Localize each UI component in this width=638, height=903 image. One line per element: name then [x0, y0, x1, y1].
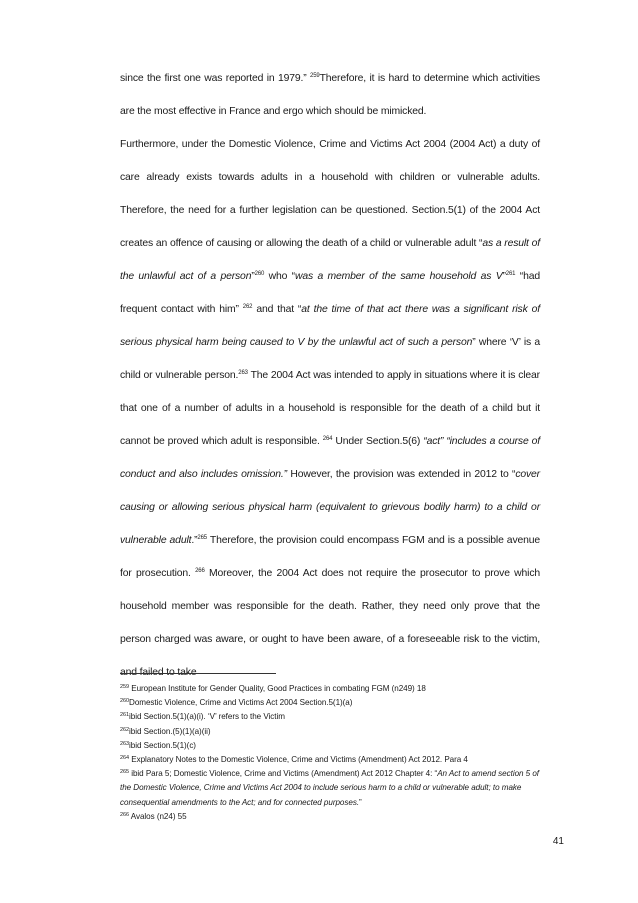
text-run: Domestic Violence, Crime and Victims Act 2004 Section.5(1)(a): [129, 698, 353, 708]
page-number: 41: [552, 836, 564, 847]
footnote-ref: 261: [120, 712, 130, 719]
text-run: and that “: [252, 304, 302, 315]
footnote-259: [120, 682, 540, 696]
text-run: ” where ‘V’ is a child or vulnerable person.: [120, 337, 540, 381]
text-run: ibid Section.5(1)(a)(i). ‘V’ refers to the Victim: [129, 712, 285, 722]
text-run: ”: [359, 797, 362, 807]
footnote-265: [120, 767, 540, 810]
body-text: [120, 62, 540, 689]
footnote-ref: 261: [505, 271, 516, 277]
footnote-ref: 263: [120, 740, 130, 747]
footnote-ref: 259: [310, 73, 320, 79]
text-run: ”: [251, 271, 255, 282]
text-run: .”: [191, 535, 198, 546]
italic-run: at the time of that act there was a significant risk of serious physical harm being caused to V by the unlawful act of such a person: [120, 304, 541, 348]
footnote-ref: 260: [254, 271, 265, 277]
text-run: However, the provision was extended in 2012 to “: [286, 469, 516, 480]
paragraph-1: [120, 62, 540, 128]
footnote-261: [120, 710, 540, 724]
text-run: ibid Section.(5)(1)(a)(ii): [129, 726, 211, 736]
footnote-ref: 259: [120, 684, 130, 690]
footnote-266: [120, 810, 540, 824]
paragraph-2: [120, 128, 540, 689]
text-run: European Institute for Gender Quality, Good Practices in combating FGM (n249) 18: [129, 684, 426, 693]
italic-run: as a result of the unlawful act of a person: [120, 238, 540, 282]
footnote-ref: 266: [195, 568, 205, 574]
footnote-ref: 262: [242, 304, 253, 310]
footnote-ref: 265: [120, 769, 130, 776]
text-run: since the first one was reported in 1979.”: [120, 73, 311, 84]
italic-run: An Act to amend section 5 of the Domestic Violence, Crime and Victims Act 2004 to include serious harm to a child or vulnerable adult; to make consequential amendments to the Act; and for connected purposes.: [120, 769, 539, 807]
footnote-262: [120, 725, 540, 739]
text-run: Avalos (n24) 55: [129, 811, 187, 821]
footnote-264: [120, 753, 540, 767]
text-run: Under Section.5(6): [332, 436, 424, 447]
text-run: “had frequent contact with him”: [120, 271, 540, 315]
italic-run: was a member of the same household as V: [294, 271, 503, 282]
text-run: who “: [264, 271, 295, 282]
footnote-ref: 264: [120, 755, 130, 762]
footnote-ref: 263: [238, 370, 248, 376]
text-run: ibid Section.5(1)(c): [129, 740, 196, 750]
footnote-ref: 266: [120, 811, 130, 818]
text-run: Moreover, the 2004 Act does not require the prosecutor to prove which household member was responsible for the death. Rather, they need only prove that the person charged was aware, or ought to have been aware, of a foreseeable risk to the victim, and failed to take: [120, 568, 540, 678]
footnote-ref: 262: [120, 726, 130, 733]
text-run: Therefore, it is hard to determine which activities are the most effective in France and ergo which should be mimicked.: [120, 73, 540, 117]
text-run: Explanatory Notes to the Domestic Violence, Crime and Victims (Amendment) Act 2012. Para 4: [129, 755, 468, 765]
italic-run: cover causing or allowing serious physical harm (equivalent to grievous bodily harm) to a child or vulnerable adult: [120, 469, 540, 546]
text-run: Therefore, the provision could encompass FGM and is a possible avenue for prosecution.: [120, 535, 541, 579]
footnotes: [120, 682, 540, 824]
footnote-ref: 264: [322, 436, 333, 442]
italic-run: “act” “includes a course of conduct and also includes omission.”: [120, 436, 540, 480]
footnote-ref: 265: [197, 535, 207, 541]
footnote-260: [120, 696, 540, 710]
text-run: ”: [502, 271, 506, 282]
text-run: The 2004 Act was intended to apply in situations where it is clear that one of a number of adults in a household is responsible for the death of a child but it cannot be proved which adult is responsible.: [120, 370, 540, 447]
footnote-separator: [120, 673, 276, 674]
footnote-263: [120, 739, 540, 753]
text-run: Furthermore, under the Domestic Violence, Crime and Victims Act 2004 (2004 Act) a duty of care already exists towards adults in a household with children or vulnerable adults. Therefore, the need for a further legislation can be questioned. Section.5(1) of the 2004 Act creates an offence of causing or allowing the death of a child or vulnerable adult “: [120, 139, 540, 249]
text-run: ibid Para 5; Domestic Violence, Crime and Victims (Amendment) Act 2012 Chapter 4: “: [129, 769, 438, 779]
footnote-ref: 260: [120, 698, 130, 705]
